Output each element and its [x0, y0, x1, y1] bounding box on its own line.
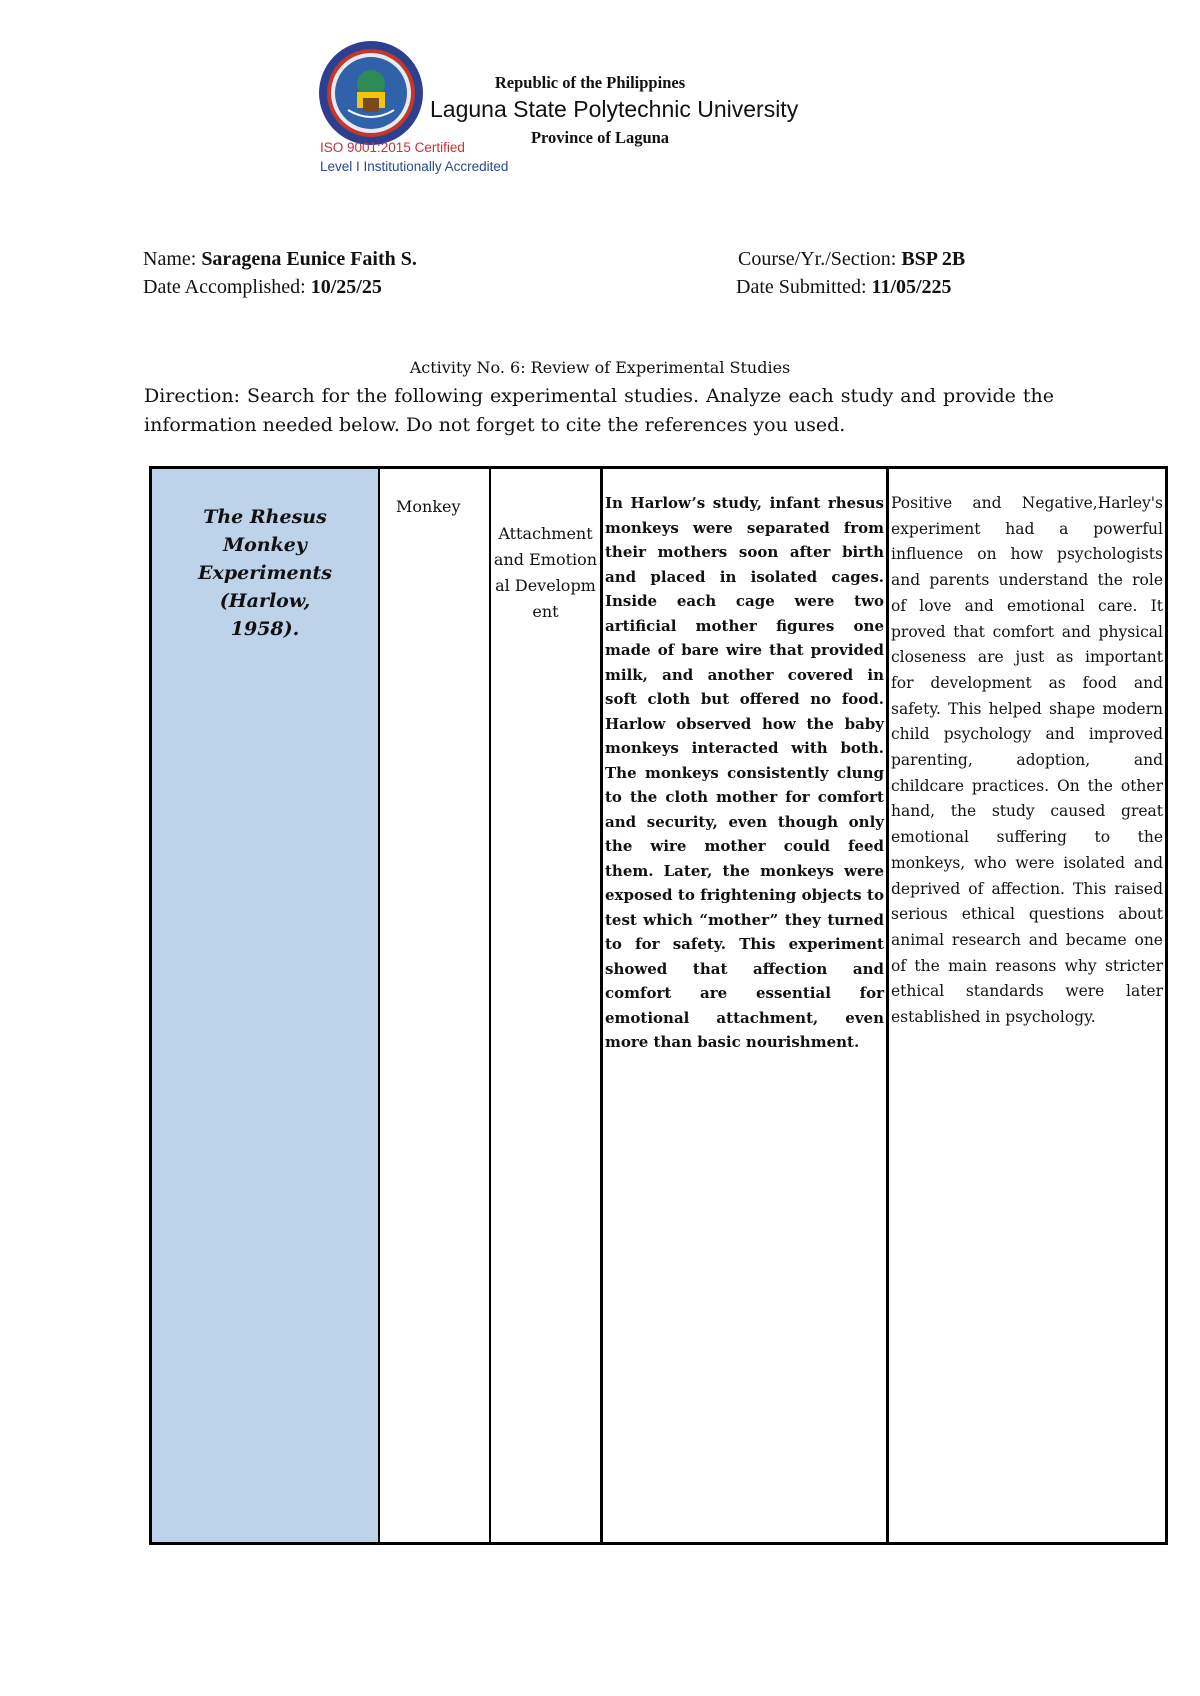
study-table [149, 466, 1168, 1545]
course-value: BSP 2B [901, 248, 966, 270]
study-title: The Rhesus Monkey Experiments (Harlow, 1958). [198, 506, 332, 640]
date-accomplished-label: Date Accomplished: [143, 276, 306, 298]
activity-title: Activity No. 6: Review of Experimental Studies [409, 358, 791, 377]
date-submitted-label: Date Submitted: [736, 276, 867, 298]
topic-cell [491, 469, 603, 1542]
name-line [143, 248, 417, 271]
subject-cell [380, 469, 491, 1542]
procedure-cell [603, 469, 889, 1542]
course-line [738, 248, 965, 271]
student-name: Saragena Eunice Faith S. [201, 248, 417, 270]
date-accomplished-value: 10/25/25 [310, 276, 382, 298]
university-name: Laguna State Polytechnic University [430, 96, 799, 122]
study-topic: Attachment and Emotional Development [493, 524, 598, 621]
course-label: Course/Yr./Section: [738, 248, 897, 270]
province-heading: Province of Laguna [530, 128, 670, 147]
iso-certification: ISO 9001:2015 Certified [320, 140, 465, 155]
date-submitted-value: 11/05/225 [871, 276, 952, 298]
evaluation-cell [889, 469, 1165, 1542]
name-label: Name: [143, 248, 197, 270]
direction-text [144, 382, 1054, 440]
study-procedure: In Harlow’s study, infant rhesus monkeys were separated from their mothers soon after birth and placed in isolated cages. Inside each cage were two artificial mother figures one made of bare wire that provided milk, and another covered in soft cloth but offered no food. Harlow observed how the baby monkeys interacted with both. The monkeys consistently clung to the cloth mother for comfort and security, even though only the wire mother could feed them. Later, the monkeys were exposed to frightening objects to test which “mother” they turned to for safety. This experiment showed that affection and comfort are essential for emotional attachment, even more than basic nourishment. [605, 494, 884, 1051]
date-accomplished-line [143, 276, 382, 299]
direction-paragraph: Direction: Search for the following experimental studies. Analyze each study and provide the information needed below. Do not forget to cite the references you used. [144, 385, 1054, 436]
republic-heading: Republic of the Philippines [494, 73, 686, 92]
study-evaluation: Positive and Negative,Harley's experiment had a powerful influence on how psychologists and parents understand the role of love and emotional care. It proved that comfort and physical closeness are just as important for development as food and safety. This helped shape modern child psychology and improved parenting, adoption, and childcare practices. On the other hand, the study caused great emotional suffering to the monkeys, who were isolated and deprived of affection. This raised serious ethical questions about animal research and became one of the main reasons why stricter ethical standards were later established in psychology. [891, 494, 1163, 1027]
study-subject: Monkey [396, 497, 461, 516]
university-seal-logo [318, 40, 424, 146]
date-submitted-line [736, 276, 952, 299]
accreditation-level: Level I Institutionally Accredited [320, 159, 509, 174]
study-title-cell [152, 469, 380, 1542]
